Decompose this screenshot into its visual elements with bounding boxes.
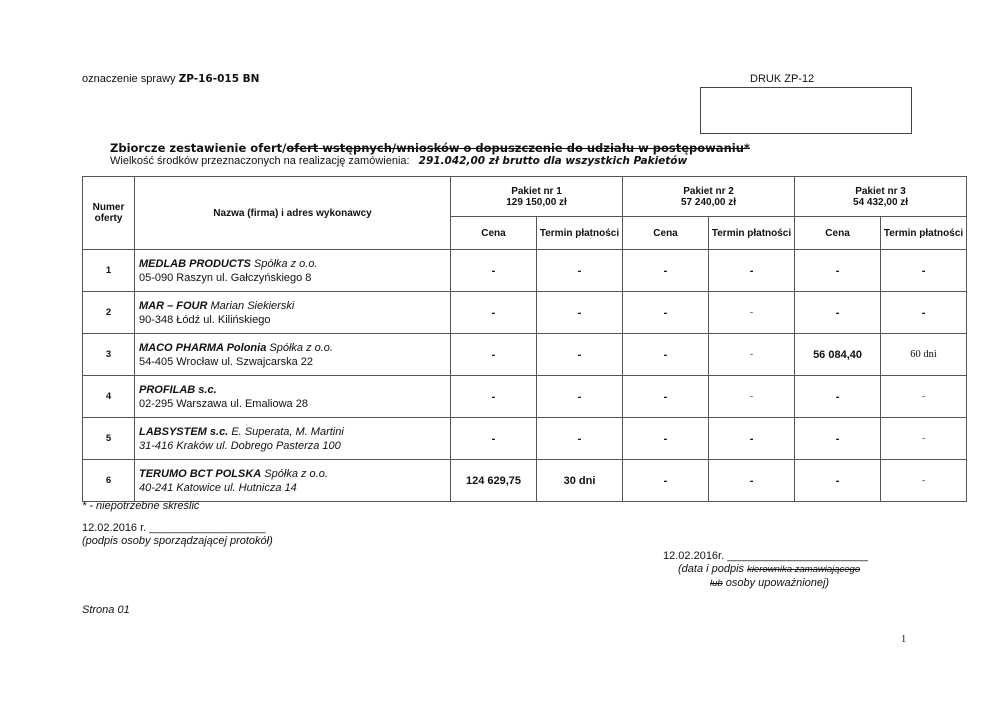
package-3-header <box>795 177 967 217</box>
price-cell: - <box>451 418 537 460</box>
case-label: oznaczenie sprawy <box>82 73 176 85</box>
company-address: 31-416 Kraków ul. Dobrego Pasterza 100 <box>139 439 341 452</box>
company-address: 90-348 Łódź ul. Kilińskiego <box>139 313 271 326</box>
offer-number: 5 <box>83 418 135 460</box>
term-cell: - <box>709 460 795 502</box>
sub-price-header: Cena <box>623 217 709 250</box>
price-cell: - <box>451 250 537 292</box>
table-row <box>83 250 967 292</box>
company-address: 02-295 Warszawa ul. Emaliowa 28 <box>139 397 308 410</box>
package-2-name: Pakiet nr 2 <box>683 185 734 197</box>
package-2-header <box>623 177 795 217</box>
package-1-header <box>451 177 623 217</box>
term-cell: - <box>709 292 795 334</box>
sub-price-header: Cena <box>451 217 537 250</box>
term-cell: 30 dni <box>537 460 623 502</box>
offer-number: 1 <box>83 250 135 292</box>
offer-number: 4 <box>83 376 135 418</box>
term-cell: - <box>881 376 967 418</box>
company-type: Spółka z o.o. <box>264 467 328 480</box>
sub-price-header: Cena <box>795 217 881 250</box>
document-title <box>110 141 750 155</box>
contractor-cell <box>135 418 451 460</box>
price-cell: - <box>623 460 709 502</box>
page-label: Strona 01 <box>82 604 130 616</box>
price-cell: - <box>623 418 709 460</box>
approver-caption-line1 <box>678 563 860 575</box>
company-type: E. Superata, M. Martini <box>231 425 344 438</box>
preparer-signature-caption: (podpis osoby sporządzającej protokół) <box>82 535 273 547</box>
case-reference <box>82 73 259 85</box>
company-address: 40-241 Katowice ul. Hutnicza 14 <box>139 481 297 494</box>
offer-number: 2 <box>83 292 135 334</box>
header-row-packages <box>83 177 967 217</box>
price-cell: - <box>623 376 709 418</box>
contractor-cell <box>135 292 451 334</box>
table-row <box>83 418 967 460</box>
contractor-cell <box>135 250 451 292</box>
company-address: 54-405 Wrocław ul. Szwajcarska 22 <box>139 355 314 368</box>
price-cell: 56 084,40 <box>795 334 881 376</box>
package-3-name: Pakiet nr 3 <box>855 185 906 197</box>
approver-date-line: 12.02.2016r. _______________________ <box>663 550 868 562</box>
package-3-amount: 54 432,00 zł <box>853 196 909 208</box>
company-name: MEDLAB PRODUCTS <box>139 257 251 270</box>
sub-term-header: Termin płatności <box>537 217 623 250</box>
table-row <box>83 292 967 334</box>
term-cell: - <box>709 334 795 376</box>
package-1-amount: 129 150,00 zł <box>506 196 567 208</box>
price-cell: - <box>623 292 709 334</box>
offer-number: 6 <box>83 460 135 502</box>
offers-table <box>82 176 967 502</box>
company-name: LABSYSTEM s.c. <box>139 425 229 438</box>
offer-number: 3 <box>83 334 135 376</box>
term-cell: - <box>709 250 795 292</box>
company-name: TERUMO BCT POLSKA <box>139 467 262 480</box>
table-row <box>83 334 967 376</box>
stamp-box <box>700 87 912 134</box>
preparer-date-line: 12.02.2016 r. ___________________ <box>82 522 266 534</box>
title-main: Zbiorcze zestawienie ofert/ <box>110 141 287 155</box>
package-2-amount: 57 240,00 zł <box>681 196 737 208</box>
page-number: 1 <box>901 634 907 645</box>
company-name: MAR – FOUR <box>139 299 208 312</box>
term-cell: - <box>537 418 623 460</box>
table-row <box>83 376 967 418</box>
price-cell: - <box>623 334 709 376</box>
footnote: * - niepotrzebne skreślić <box>82 500 200 512</box>
company-address: 05-090 Raszyn ul. Gałczyńskiego 8 <box>139 271 312 284</box>
term-cell: - <box>881 250 967 292</box>
price-cell: - <box>795 418 881 460</box>
term-cell: - <box>881 460 967 502</box>
approver-caption-line2 <box>710 577 829 589</box>
price-cell: - <box>623 250 709 292</box>
funds-label: Wielkość środków przeznaczonych na realizację zamówienia: <box>110 155 410 167</box>
price-cell: - <box>451 292 537 334</box>
sub-term-header: Termin płatności <box>881 217 967 250</box>
contractor-cell <box>135 376 451 418</box>
approver-caption-post: osoby upoważnionej) <box>725 577 830 589</box>
price-cell: - <box>795 460 881 502</box>
price-cell: - <box>795 292 881 334</box>
term-cell: - <box>537 292 623 334</box>
col-number-header: Numer oferty <box>83 177 135 250</box>
term-cell: - <box>709 418 795 460</box>
term-cell: - <box>881 418 967 460</box>
contractor-cell <box>135 334 451 376</box>
price-cell: 124 629,75 <box>451 460 537 502</box>
term-cell: - <box>881 292 967 334</box>
case-number: ZP-16-015 BN <box>178 73 260 85</box>
price-cell: - <box>795 376 881 418</box>
company-name: MACO PHARMA Polonia <box>139 341 267 354</box>
approver-caption-pre: (data i podpis <box>678 563 745 575</box>
price-cell: - <box>795 250 881 292</box>
sub-term-header: Termin płatności <box>709 217 795 250</box>
company-type: Marian Siekierski <box>210 299 295 312</box>
contractor-cell <box>135 460 451 502</box>
term-cell: 60 dni <box>881 334 967 376</box>
funds-value: 291.042,00 zł brutto dla wszystkich Pakietów <box>418 155 688 167</box>
funds-line <box>110 155 687 167</box>
term-cell: - <box>709 376 795 418</box>
term-cell: - <box>537 376 623 418</box>
company-type: Spółka z o.o. <box>269 341 333 354</box>
price-cell: - <box>451 334 537 376</box>
approver-caption-struck: kierownika zamawiającego <box>747 564 861 575</box>
term-cell: - <box>537 250 623 292</box>
approver-caption-struck-or: lub <box>710 578 723 589</box>
form-code: DRUK ZP-12 <box>750 73 815 85</box>
company-name: PROFILAB s.c. <box>139 383 217 396</box>
col-name-header: Nazwa (firma) i adres wykonawcy <box>135 177 451 250</box>
package-1-name: Pakiet nr 1 <box>511 185 562 197</box>
title-struck: ofert wstępnych/wniosków o dopuszczenie do udziału w postępowaniu* <box>286 141 750 155</box>
company-type: Spółka z o.o. <box>253 257 318 270</box>
table-row <box>83 460 967 502</box>
price-cell: - <box>451 376 537 418</box>
term-cell: - <box>537 334 623 376</box>
